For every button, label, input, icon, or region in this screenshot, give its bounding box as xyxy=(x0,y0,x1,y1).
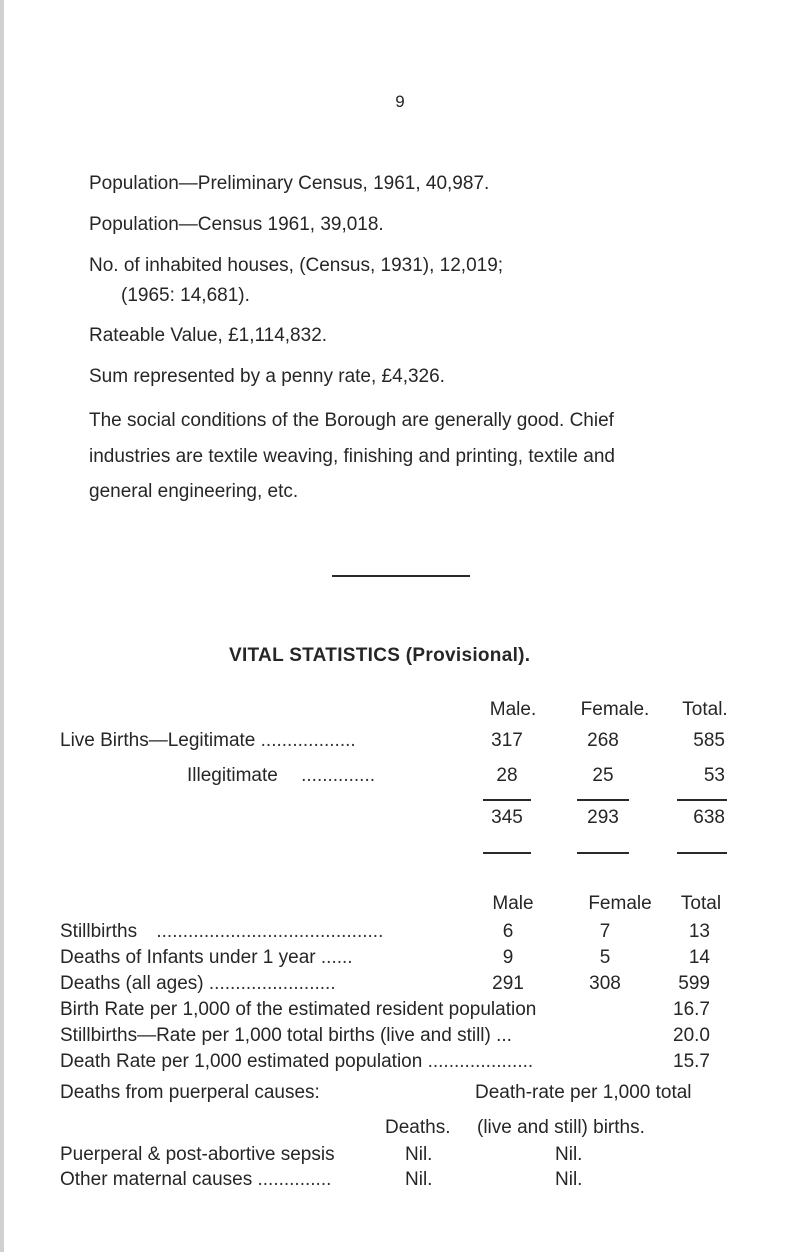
stillbirths-total: 13 xyxy=(688,921,710,942)
illegitimate-male: 28 xyxy=(496,765,518,786)
leader-dots: ........................................... xyxy=(156,921,384,942)
all-deaths-female: 308 xyxy=(589,973,621,994)
row-label: Illegitimate xyxy=(187,765,278,786)
page-number: 9 xyxy=(395,92,405,111)
leader-dots: .................... xyxy=(427,1051,534,1072)
section-divider xyxy=(332,575,470,577)
all-deaths-male: 291 xyxy=(492,973,524,994)
leader-dots: .................. xyxy=(260,730,356,751)
row-label: Live Births—Legitimate xyxy=(60,730,256,751)
illegitimate-total: 53 xyxy=(703,765,725,786)
stillbirth-rate-label: Stillbirths—Rate per 1,000 total births (live and still) ... xyxy=(60,1025,512,1046)
stillbirths-male: 6 xyxy=(502,921,514,942)
legitimate-total: 585 xyxy=(693,730,725,751)
births-header-female: Female. xyxy=(580,699,650,720)
other-maternal-row xyxy=(60,1169,331,1191)
death-rate-row xyxy=(60,1051,533,1073)
vital-statistics-heading: VITAL STATISTICS (Provisional). xyxy=(229,645,531,666)
deaths-header-total: Total xyxy=(680,893,722,914)
leader-dots: ........................ xyxy=(208,973,336,994)
sepsis-deaths: Nil. xyxy=(405,1144,433,1165)
leader-dots: .............. xyxy=(301,765,376,786)
illegitimate-row xyxy=(187,765,375,787)
rateable-value: Rateable Value, £1,114,832. xyxy=(89,325,328,346)
social-line-2: industries are textile weaving, finishing and printing, textile and xyxy=(89,446,615,467)
row-label: Death Rate per 1,000 estimated population xyxy=(60,1051,423,1072)
inhabited-houses: No. of inhabited houses, (Census, 1931), 12,019; xyxy=(89,255,504,276)
sum-rule-total-bottom xyxy=(677,852,727,854)
infant-deaths-female: 5 xyxy=(599,947,611,968)
birth-rate-label: Birth Rate per 1,000 of the estimated resident population xyxy=(60,999,537,1020)
sum-rule-male-bottom xyxy=(483,852,531,854)
illegitimate-female: 25 xyxy=(592,765,614,786)
live-births-legitimate-row xyxy=(60,730,356,752)
infant-deaths-male: 9 xyxy=(502,947,514,968)
birth-rate-value: 16.7 xyxy=(673,999,710,1020)
population-preliminary: Population—Preliminary Census, 1961, 40,987. xyxy=(89,173,490,194)
sum-rule-male-top xyxy=(483,799,531,801)
all-deaths-row xyxy=(60,973,336,995)
births-header-total: Total. xyxy=(682,699,728,720)
sum-rule-total-top xyxy=(677,799,727,801)
penny-rate: Sum represented by a penny rate, £4,326. xyxy=(89,366,445,387)
population-census: Population—Census 1961, 39,018. xyxy=(89,214,384,235)
row-label: Deaths of Infants under 1 year xyxy=(60,947,316,968)
social-line-3: general engineering, etc. xyxy=(89,481,299,502)
stillbirth-rate-value: 20.0 xyxy=(673,1025,710,1046)
sum-rule-female-top xyxy=(577,799,629,801)
puerperal-rate-header-1: Death-rate per 1,000 total xyxy=(475,1082,692,1103)
births-total-total: 638 xyxy=(693,807,725,828)
all-deaths-total: 599 xyxy=(678,973,710,994)
deaths-header-female: Female xyxy=(588,893,652,914)
puerperal-rate-header-2: (live and still) births. xyxy=(477,1117,645,1138)
sepsis-row xyxy=(60,1144,335,1166)
infant-deaths-row xyxy=(60,947,353,969)
inhabited-houses-1965: (1965: 14,681). xyxy=(121,285,250,306)
deaths-header-male: Male xyxy=(492,893,534,914)
births-header-male: Male. xyxy=(489,699,537,720)
puerperal-deaths-header: Deaths. xyxy=(385,1117,451,1138)
stillbirths-female: 7 xyxy=(599,921,611,942)
infant-deaths-total: 14 xyxy=(688,947,710,968)
legitimate-female: 268 xyxy=(587,730,619,751)
row-label: Puerperal & post-abortive sepsis xyxy=(60,1144,335,1165)
sum-rule-female-bottom xyxy=(577,852,629,854)
sepsis-rate: Nil. xyxy=(555,1144,583,1165)
row-label: Deaths (all ages) xyxy=(60,973,204,994)
puerperal-heading: Deaths from puerperal causes: xyxy=(60,1082,320,1103)
stillbirths-row xyxy=(60,921,383,943)
row-label: Other maternal causes xyxy=(60,1169,253,1190)
other-maternal-deaths: Nil. xyxy=(405,1169,433,1190)
leader-dots: .............. xyxy=(257,1169,332,1190)
leader-dots: ...... xyxy=(320,947,353,968)
births-total-male: 345 xyxy=(491,807,523,828)
row-label: Stillbirths xyxy=(60,921,138,942)
death-rate-value: 15.7 xyxy=(673,1051,710,1072)
other-maternal-rate: Nil. xyxy=(555,1169,583,1190)
legitimate-male: 317 xyxy=(491,730,523,751)
births-total-female: 293 xyxy=(587,807,619,828)
social-line-1: The social conditions of the Borough are generally good. Chief xyxy=(89,410,614,431)
page-edge-shadow xyxy=(0,0,4,1252)
